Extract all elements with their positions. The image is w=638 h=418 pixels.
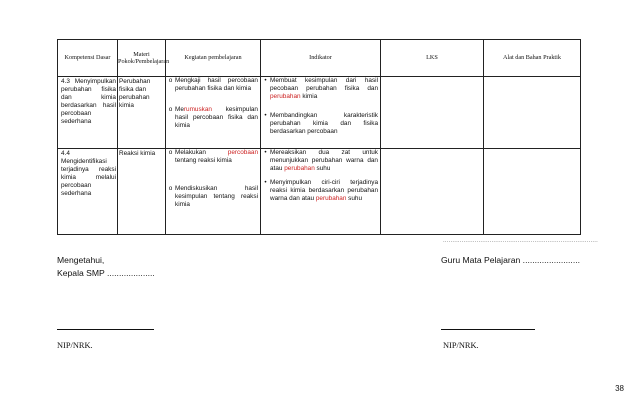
indikator-text: suhu	[346, 195, 363, 202]
kegiatan-text: tentang reaksi kimia	[175, 157, 232, 164]
indikator-item	[261, 179, 380, 203]
indikator-item	[261, 112, 380, 136]
dot-bullet-icon: •	[264, 149, 267, 156]
table-header-row	[58, 40, 581, 77]
indikator-text: Menyimpulkan ciri-ciri terjadinya reaksi kimia berdasarkan perubahan warna dan atau	[270, 179, 378, 202]
lks-cell	[381, 149, 484, 235]
kompetensi-cell: 4.3 Menyimpulkan perubahan fisika dan kimia berdasarkan hasil percobaan sederhana	[58, 77, 118, 149]
header-lks: LKS	[381, 40, 484, 77]
highlighted-text: percobaan	[227, 149, 258, 156]
principal-role: Kepala SMP ....................	[57, 268, 155, 278]
indikator-text: Membuat kesimpulan dari hasil pecobaan perubahan fisika dan	[270, 77, 378, 92]
indikator-text: Mereaksikan dua zat untuk menunjukkan perubahan warna dan atau	[270, 149, 378, 172]
highlighted-text: perubahan	[315, 195, 347, 202]
indikator-item	[261, 149, 380, 173]
table-row	[58, 77, 581, 149]
indikator-text: Membandingkan karakteristik perubahan kimia dan fisika berdasarkan percobaan	[270, 112, 378, 135]
alat-cell	[484, 77, 581, 149]
indikator-text: suhu	[314, 165, 331, 172]
circle-bullet-icon: o	[168, 106, 173, 113]
kegiatan-text: Melakukan	[175, 149, 228, 156]
kegiatan-cell	[166, 149, 261, 235]
header-indikator: Indikator	[261, 40, 381, 77]
teacher-nip: NIP/NRK.	[443, 341, 479, 350]
highlighted-text: perubahan	[284, 165, 315, 172]
alat-cell	[484, 149, 581, 235]
kegiatan-text: Mengkaji hasil percobaan perubahan fisika dan kimia	[175, 77, 258, 92]
kegiatan-item	[166, 185, 260, 209]
page-number: 38	[615, 384, 624, 393]
teacher-role: Guru Mata Pelajaran ........................	[441, 255, 580, 265]
highlighted-text: perubahan	[270, 93, 301, 100]
materi-cell: Reaksi kimia	[118, 149, 166, 235]
dot-bullet-icon: •	[264, 179, 267, 186]
circle-bullet-icon: o	[168, 149, 173, 156]
principal-signature-line	[57, 329, 154, 330]
kegiatan-text: Me	[175, 106, 184, 113]
principal-nip: NIP/NRK.	[57, 341, 93, 350]
table-row	[58, 149, 581, 235]
teacher-signature-line	[441, 329, 535, 330]
kompetensi-cell: 4.4 Mengidentifikasi terjadinya reaksi kimia melalui percobaan sederhana	[58, 149, 118, 235]
header-kompetensi: Kompetensi Dasar	[58, 40, 118, 77]
kegiatan-text: kesimpulan hasil percobaan fisika dan kimia	[175, 106, 258, 129]
kegiatan-item	[166, 77, 260, 93]
lesson-plan-table	[57, 39, 581, 235]
dot-bullet-icon: •	[264, 112, 267, 119]
acknowledged-label: Mengetahui,	[57, 255, 105, 265]
indikator-cell	[261, 77, 381, 149]
circle-bullet-icon: o	[168, 185, 173, 192]
highlighted-text: rumuskan	[183, 106, 212, 113]
indikator-text: kimia	[300, 93, 318, 100]
header-materi: Materi Pokok/Pembelajaran	[118, 40, 166, 77]
materi-cell: Perubahan fisika dan perubahan kimia	[118, 77, 166, 149]
kegiatan-item	[166, 106, 260, 130]
circle-bullet-icon: o	[168, 77, 173, 84]
lks-cell	[381, 77, 484, 149]
header-alat: Alat dan Bahan Praktik	[484, 40, 581, 77]
indikator-item	[261, 77, 380, 101]
date-placeholder: ...................................................................................	[443, 238, 598, 244]
header-kegiatan: Kegiatan pembelajaran	[166, 40, 261, 77]
dot-bullet-icon: •	[264, 77, 267, 84]
kegiatan-item	[166, 149, 260, 165]
kegiatan-text: Mendiskusikan hasil kesimpulan tentang reaksi kimia	[175, 185, 258, 208]
indikator-cell	[261, 149, 381, 235]
kegiatan-cell	[166, 77, 261, 149]
